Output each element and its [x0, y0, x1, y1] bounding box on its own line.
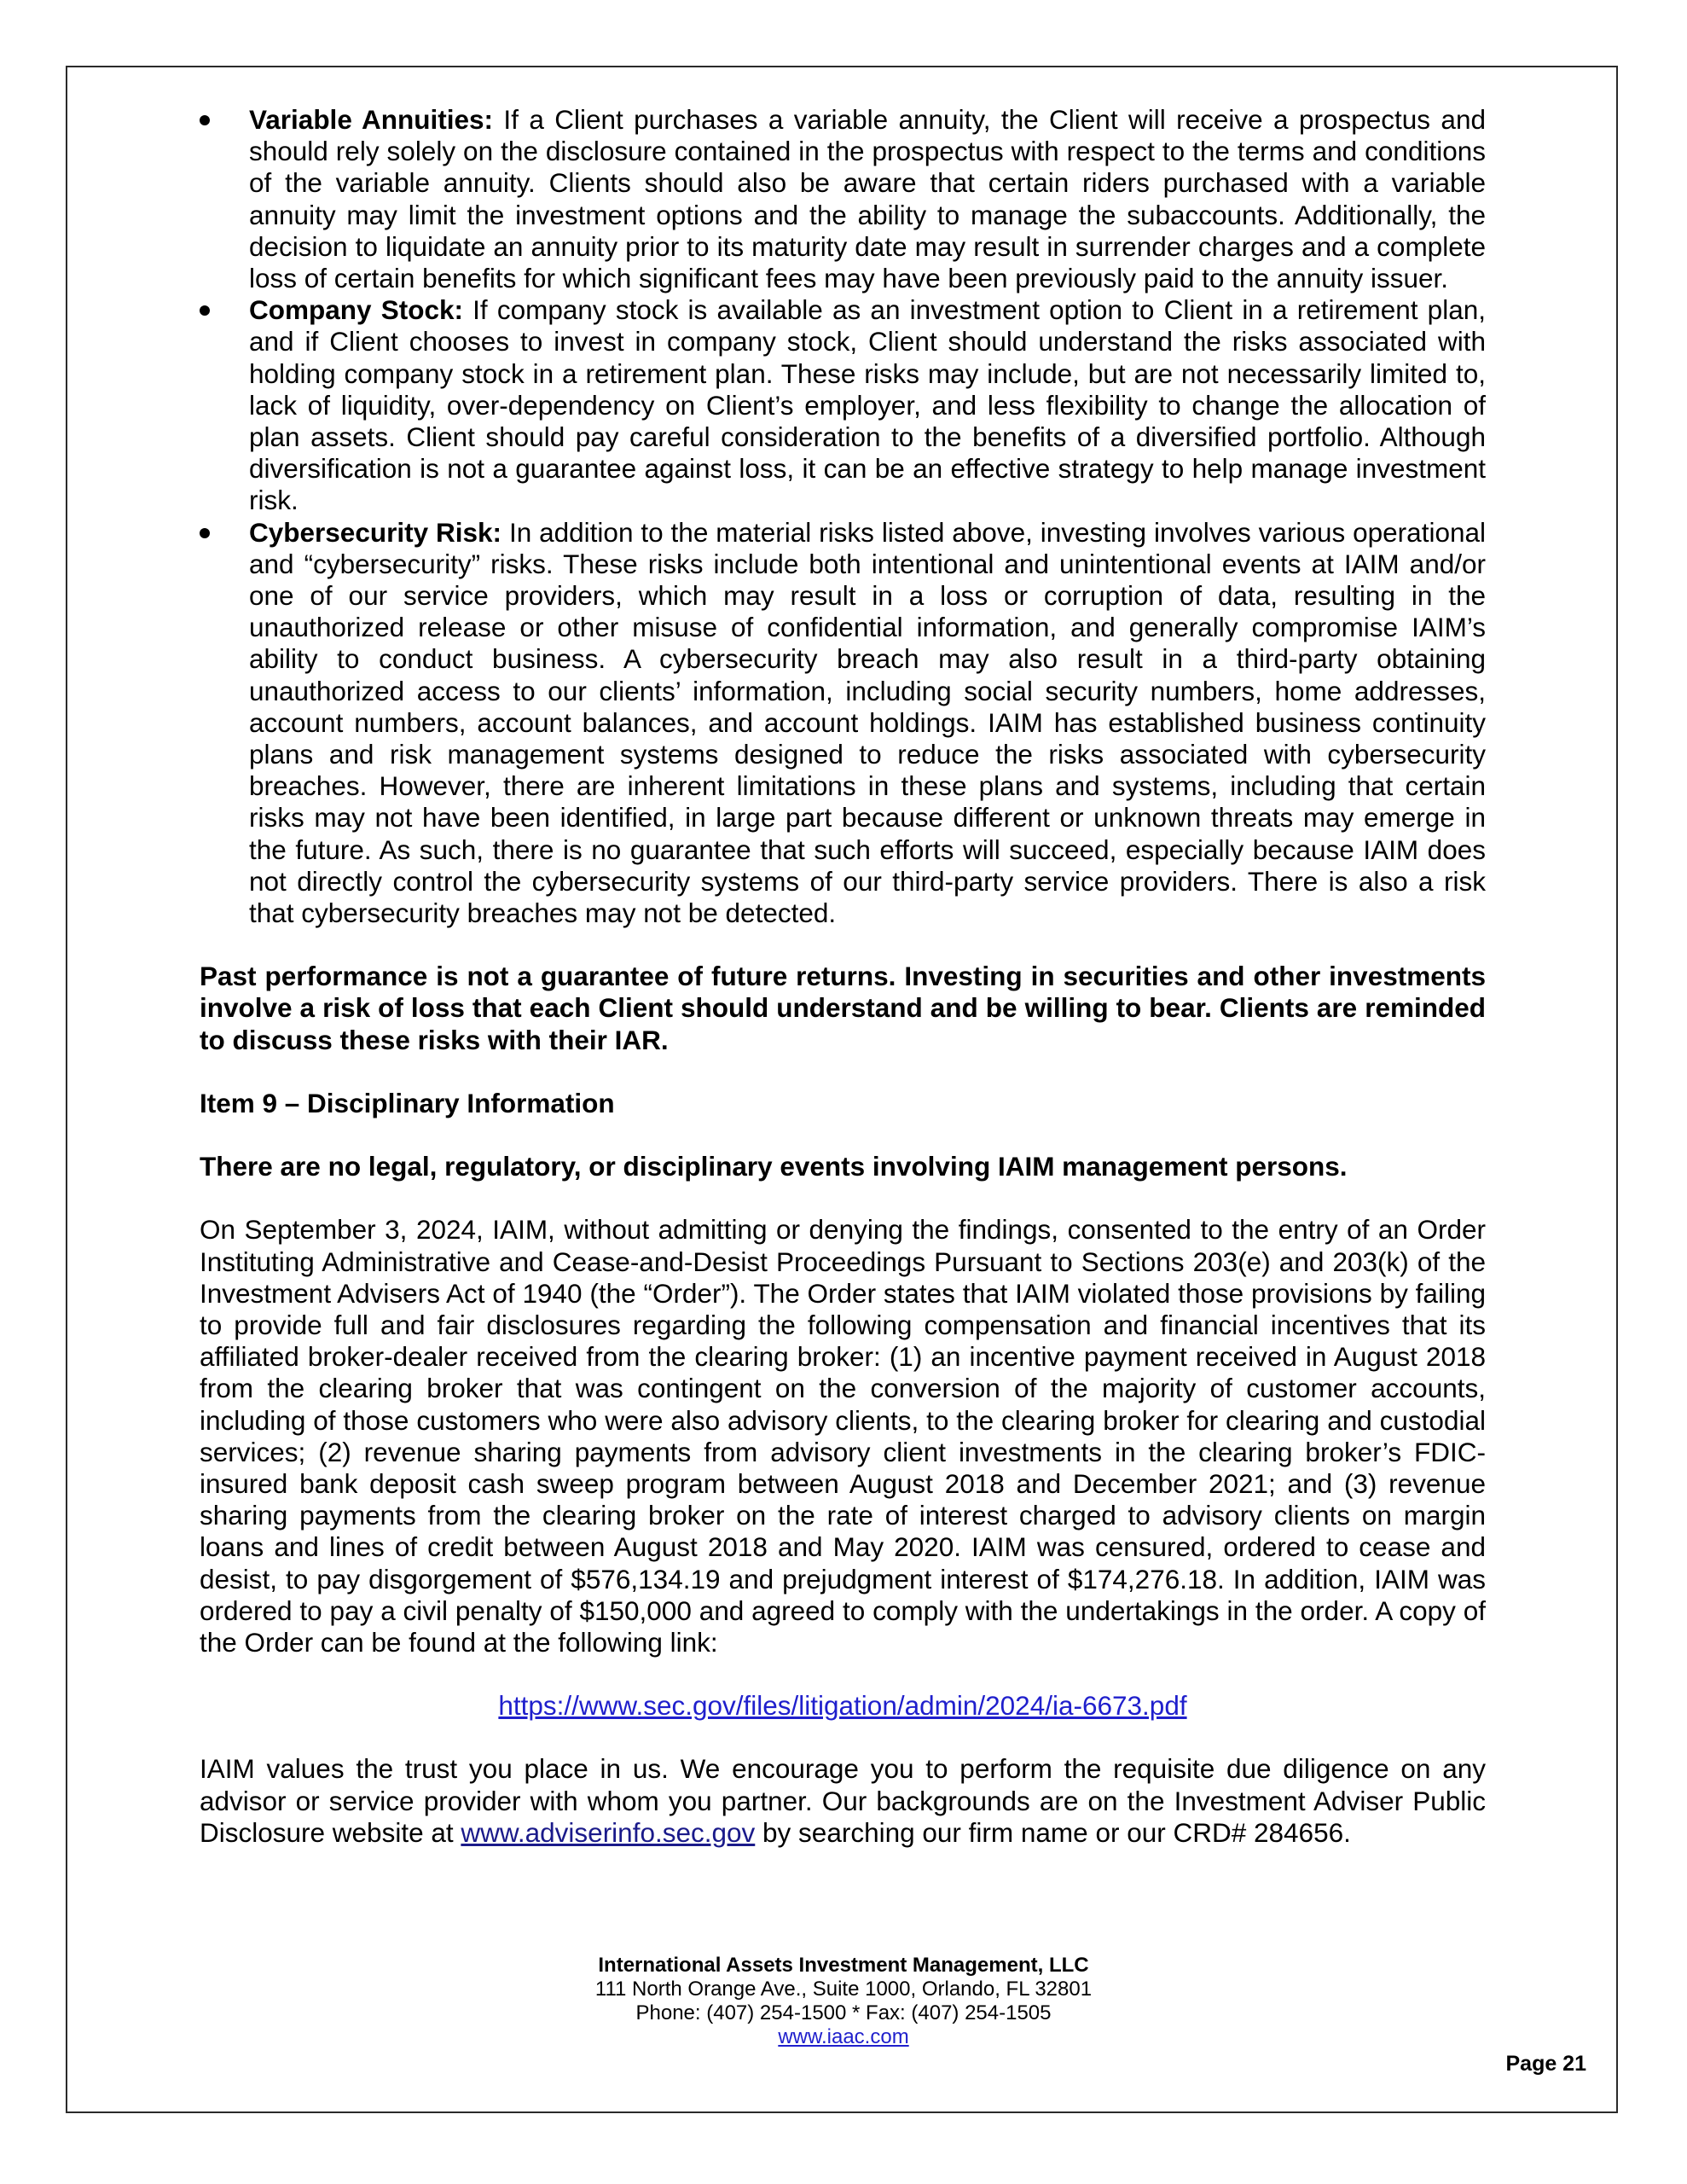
no-events-statement: There are no legal, regulatory, or disciplinary events involving IAIM management persons. [200, 1151, 1348, 1182]
bullet-text: If company stock is available as an investment option to Client in a retirement plan, and if Client chooses to invest in company stock, Client should understand the risks associated with holding company stock in a retirement plan. These risks may include, but are not necessarily limited to, lack of liquidity, over-dependency on Client’s employer, and less flexibility to change the allocation of plan assets. Client should pay careful consideration to the benefits of a diversified portfolio. Although diversification is not a guarantee against loss, it can be an effective strategy to help manage investment risk. [249, 294, 1486, 516]
bullet-term: Variable Annuities: [249, 104, 494, 135]
sec-link-line [200, 1690, 1486, 1722]
footer-website-link[interactable]: www.iaac.com [778, 2025, 909, 2048]
past-performance-notice: Past performance is not a guarantee of future returns. Investing in securities and other investments involve a risk of loss that each Client should understand and be willing to bear. Clients are reminded to discuss these risks with their IAR. [200, 961, 1486, 1055]
bullet-term: Company Stock: [249, 294, 463, 326]
bullet-company-stock [200, 294, 1486, 516]
bullet-dot-icon [200, 528, 210, 538]
bullet-cybersecurity-risk [200, 517, 1486, 930]
trust-paragraph [200, 1753, 1486, 1849]
page-footer [0, 1954, 1687, 2049]
bullet-dot-icon [200, 305, 210, 316]
bullet-variable-annuities [200, 104, 1486, 294]
footer-address: 111 North Orange Ave., Suite 1000, Orlando, FL 32801 [594, 1978, 1093, 2001]
order-paragraph: On September 3, 2024, IAIM, without admitting or denying the findings, consented to the entry of an Order Instituting Administrative and Cease-and-Desist Proceedings Pursuant to Sections 203(e) and 203(k) of the Investment Advisers Act of 1940 (the “Order”). The Order states that IAIM violated those provisions by failing to provide full and fair disclosures regarding the following compensation and financial incentives that its affiliated broker-dealer received from the clearing broker: (1) an incentive payment received in August 2018 from the clearing broker that was contingent on the conversion of the majority of customer accounts, including of those customers who were also advisory clients, to the clearing broker for clearing and custodial services; (2) revenue sharing payments from advisory client investments in the clearing broker’s FDIC-insured bank deposit cash sweep program between August 2018 and December 2021; and (3) revenue sharing payments from the clearing broker on the rate of interest charged to advisory clients on margin loans and lines of credit between August 2018 and May 2020. IAIM was censured, ordered to cease and desist, to pay disgorgement of $576,134.19 and prejudgment interest of $174,276.18. In addition, IAIM was ordered to pay a civil penalty of $150,000 and agreed to comply with the undertakings in the order. A copy of the Order can be found at the following link: [200, 1214, 1486, 1658]
bullet-text: In addition to the material risks listed above, investing involves various operational and “cybersecurity” risks. These risks include both intentional and unintentional events at IAIM and/or one of our service providers, which may result in a loss or corruption of data, resulting in the unauthorized release or other misuse of confidential information, and generally compromise IAIM’s ability to conduct business. A cybersecurity breach may also result in a third-party obtaining unauthorized access to our clients’ information, including social security numbers, home addresses, account numbers, account balances, and account holdings. IAIM has established business continuity plans and risk management systems designed to reduce the risks associated with cybersecurity breaches. However, there are inherent limitations in these plans and systems, including that certain risks may not have been identified, in large part because different or unknown threats may emerge in the future. As such, there is no guarantee that such efforts will succeed, especially because IAIM does not directly control the cybersecurity systems of our third-party service providers. There is also a risk that cybersecurity breaches may not be detected. [249, 516, 1486, 929]
footer-firm-name: International Assets Investment Management, LLC [598, 1954, 1089, 1977]
bullet-text: If a Client purchases a variable annuity, the Client will receive a prospectus and should rely solely on the disclosure contained in the prospectus with respect to the terms and conditions of the variable annuity. Clients should also be aware that certain riders purchased with a variable annuity may limit the investment options and the ability to manage the subaccounts. Additionally, the decision to liquidate an annuity prior to its maturity date may result in surrender charges and a complete loss of certain benefits for which significant fees may have been previously paid to the annuity issuer. [249, 104, 1486, 294]
bullet-term: Cybersecurity Risk: [249, 516, 502, 548]
sec-order-link[interactable]: https://www.sec.gov/files/litigation/admin/2024/ia-6673.pdf [498, 1690, 1187, 1722]
trust-text-before: IAIM values the trust you place in us. We encourage you to perform the requisite due diligence on any advisor or service provider with whom you partner. Our backgrounds are on the Investment Adviser Public Disclosure website at [200, 1753, 1486, 1848]
adviserinfo-link[interactable]: www.adviserinfo.sec.gov [461, 1816, 756, 1848]
risk-bullet-list [200, 104, 1486, 929]
item9-heading: Item 9 – Disciplinary Information [200, 1087, 615, 1118]
page-number: Page 21 [1505, 2052, 1586, 2076]
bullet-dot-icon [200, 115, 210, 125]
trust-text-after: by searching our firm name or our CRD# 284656. [755, 1816, 1351, 1848]
document-body [200, 104, 1486, 1849]
footer-phone: Phone: (407) 254-1500 * Fax: (407) 254-1505 [635, 2001, 1052, 2024]
